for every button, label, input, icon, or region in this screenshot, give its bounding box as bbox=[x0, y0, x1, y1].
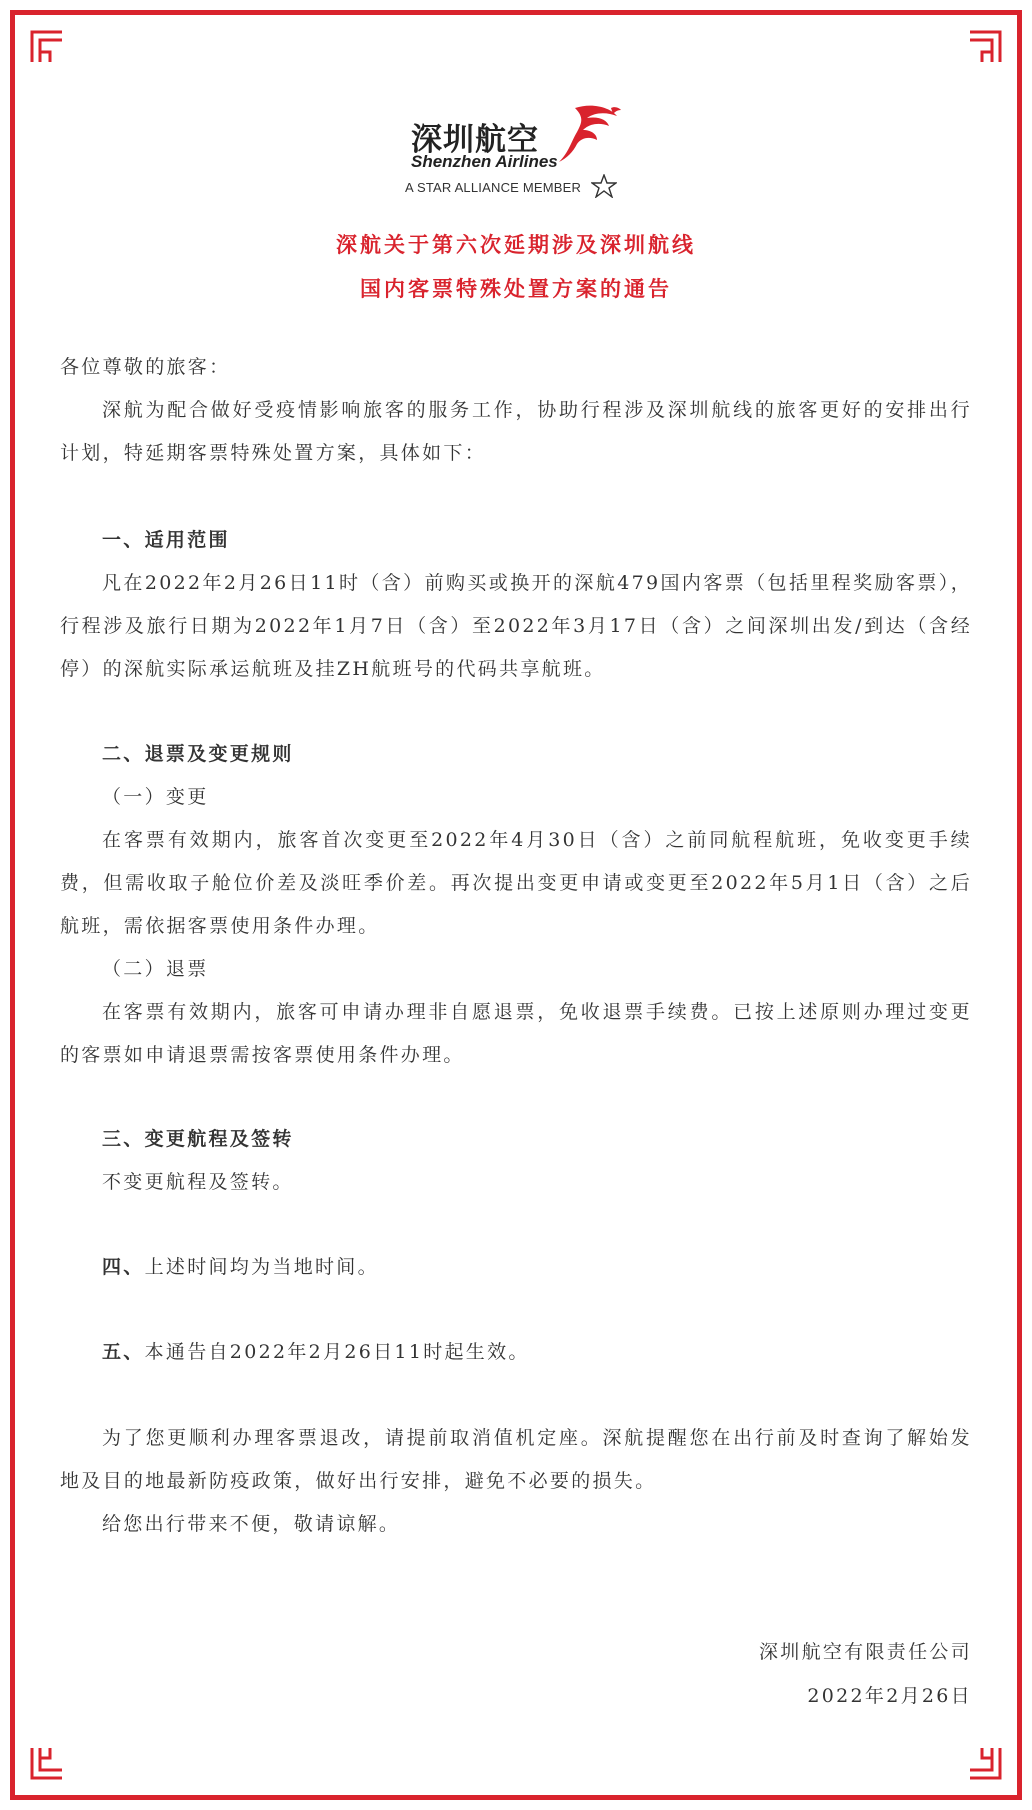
star-alliance-icon bbox=[591, 174, 617, 198]
section-1 bbox=[60, 519, 972, 691]
section-number: 四、 bbox=[102, 1256, 145, 1278]
subsection-title: （二）退票 bbox=[102, 958, 209, 980]
signature-date: 2022年2月26日 bbox=[807, 1685, 972, 1707]
section-heading: 一、适用范围 bbox=[102, 529, 230, 551]
section-paragraph: 在客票有效期内，旅客可申请办理非自愿退票，免收退票手续费。已按上述原则办理过变更的客票如申请退票需按客票使用条件办理。 bbox=[60, 1001, 972, 1066]
section-3 bbox=[60, 1118, 972, 1204]
section-line bbox=[60, 1246, 972, 1289]
intro-paragraph: 深航为配合做好受疫情影响旅客的服务工作，协助行程涉及深圳航线的旅客更好的安排出行计划，特延期客票特殊处置方案，具体如下： bbox=[60, 399, 972, 464]
closing bbox=[60, 1417, 972, 1546]
section-2 bbox=[60, 733, 972, 1077]
corner-ornament-icon bbox=[30, 30, 64, 64]
section-number: 五、 bbox=[102, 1341, 145, 1363]
corner-ornament-icon bbox=[30, 1746, 64, 1780]
section-5 bbox=[60, 1331, 972, 1374]
section-4 bbox=[60, 1246, 972, 1289]
logo-chinese-name: 深圳航空 bbox=[411, 122, 539, 158]
corner-ornament-icon bbox=[968, 30, 1002, 64]
section-line bbox=[60, 1331, 972, 1374]
section-paragraph: 凡在2022年2月26日11时（含）前购买或换开的深航479国内客票（包括里程奖励客票），行程涉及旅行日期为2022年1月7日（含）至2022年3月17日（含）之间深圳出发/到达（含经停）的深航实际承运航班及挂ZH航班号的代码共享航班。 bbox=[60, 572, 972, 680]
notice-body bbox=[60, 346, 972, 475]
corner-ornament-icon bbox=[968, 1746, 1002, 1780]
closing-paragraph: 为了您更顺利办理客票退改，请提前取消值机定座。深航提醒您在出行前及时查询了解始发地及目的地最新防疫政策，做好出行安排，避免不必要的损失。 bbox=[60, 1427, 972, 1492]
section-paragraph: 在客票有效期内，旅客首次变更至2022年4月30日（含）之前同航程航班，免收变更手续费，但需收取子舱位价差及淡旺季价差。再次提出变更申请或变更至2022年5月1日（含）之后航班，需依据客票使用条件办理。 bbox=[60, 829, 972, 937]
closing-apology: 给您出行带来不便，敬请谅解。 bbox=[102, 1513, 401, 1535]
section-paragraph: 不变更航程及签转。 bbox=[102, 1171, 294, 1193]
airline-logo bbox=[405, 100, 635, 205]
signature-company: 深圳航空有限责任公司 bbox=[758, 1641, 972, 1663]
kunpeng-bird-icon bbox=[555, 100, 625, 170]
notice-title-line1: 深航关于第六次延期涉及深圳航线 bbox=[336, 232, 696, 257]
section-text: 本通告自2022年2月26日11时起生效。 bbox=[144, 1341, 530, 1363]
star-alliance-text: A STAR ALLIANCE MEMBER bbox=[405, 180, 582, 195]
notice-title-line2: 国内客票特殊处置方案的通告 bbox=[360, 276, 672, 301]
logo-english-name: Shenzhen Airlines bbox=[411, 152, 558, 171]
section-heading: 二、退票及变更规则 bbox=[102, 743, 294, 765]
subsection-title: （一）变更 bbox=[102, 786, 209, 808]
section-text: 上述时间均为当地时间。 bbox=[144, 1256, 379, 1278]
section-heading: 三、变更航程及签转 bbox=[102, 1128, 294, 1150]
salutation: 各位尊敬的旅客： bbox=[60, 356, 231, 378]
